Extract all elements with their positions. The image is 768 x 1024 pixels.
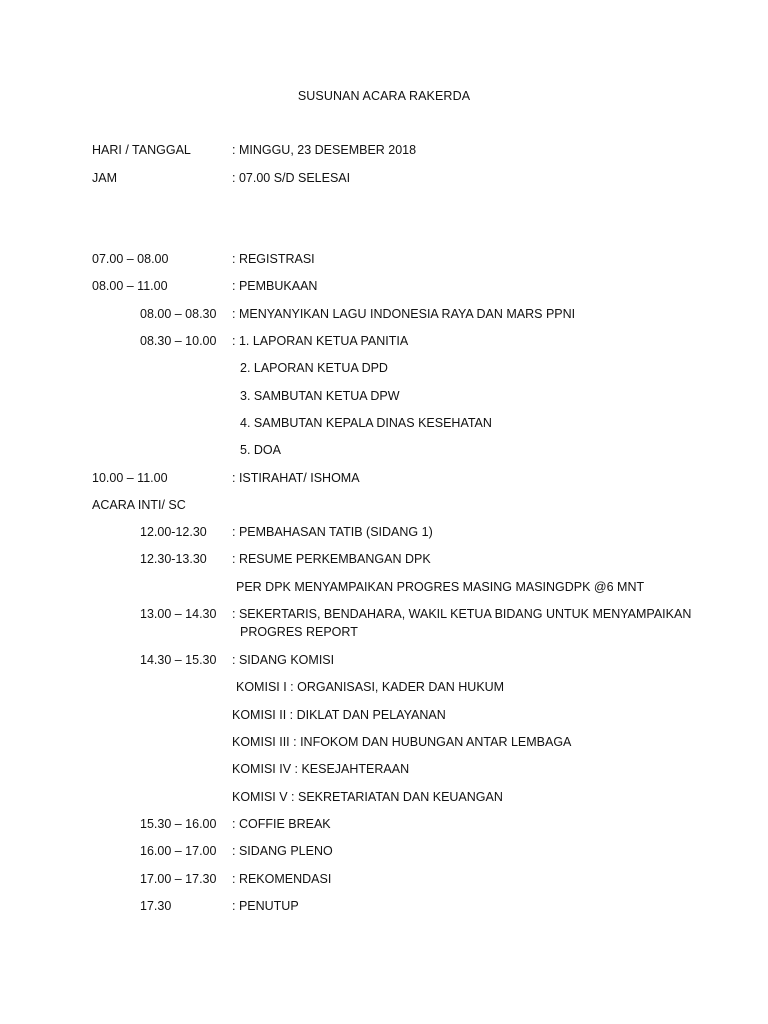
schedule-time-resume: 12.30-13.30 [140, 552, 207, 566]
resume-note: PER DPK MENYAMPAIKAN PROGRES MASING MASINGDPK @6 MNT [236, 580, 645, 594]
time-label: JAM [92, 171, 117, 185]
schedule-time-registrasi: 07.00 – 08.00 [92, 252, 169, 266]
acara-inti-heading: ACARA INTI/ SC [92, 498, 186, 512]
schedule-time-pleno: 16.00 – 17.00 [140, 844, 217, 858]
schedule-text-laporan: : 1. LAPORAN KETUA PANITIA [232, 334, 409, 348]
sub-item-2: 2. LAPORAN KETUA DPD [240, 361, 388, 375]
time-value: : 07.00 S/D SELESAI [232, 171, 351, 185]
schedule-text-penutup: : PENUTUP [232, 899, 299, 913]
komisi-item-5: KOMISI V : SEKRETARIATAN DAN KEUANGAN [232, 790, 503, 804]
komisi-item-2: KOMISI II : DIKLAT DAN PELAYANAN [232, 708, 446, 722]
schedule-text-rekomendasi: : REKOMENDASI [232, 872, 332, 886]
schedule-time-lagu: 08.00 – 08.30 [140, 307, 217, 321]
schedule-time-penutup: 17.30 [140, 899, 172, 913]
day-date-value: : MINGGU, 23 DESEMBER 2018 [232, 143, 417, 157]
sub-item-4: 4. SAMBUTAN KEPALA DINAS KESEHATAN [240, 416, 492, 430]
schedule-time-laporan: 08.30 – 10.00 [140, 334, 217, 348]
schedule-text-coffee: : COFFIE BREAK [232, 817, 331, 831]
schedule-time-istirahat: 10.00 – 11.00 [92, 471, 168, 485]
schedule-text-resume: : RESUME PERKEMBANGAN DPK [232, 552, 431, 566]
komisi-item-3: KOMISI III : INFOKOM DAN HUBUNGAN ANTAR LEMBAGA [232, 735, 572, 749]
document-title: SUSUNAN ACARA RAKERDA [297, 89, 471, 103]
schedule-text-tatib: : PEMBAHASAN TATIB (SIDANG 1) [232, 525, 433, 539]
schedule-time-sekertaris: 13.00 – 14.30 [140, 607, 217, 621]
sub-item-3: 3. SAMBUTAN KETUA DPW [240, 389, 400, 403]
day-date-label: HARI / TANGGAL [92, 143, 191, 157]
schedule-text-sekertaris-continuation: PROGRES REPORT [240, 625, 358, 639]
schedule-text-registrasi: : REGISTRASI [232, 252, 315, 266]
schedule-text-lagu: : MENYANYIKAN LAGU INDONESIA RAYA DAN MARS PPNI [232, 307, 576, 321]
schedule-time-coffee: 15.30 – 16.00 [140, 817, 217, 831]
schedule-time-komisi: 14.30 – 15.30 [140, 653, 217, 667]
schedule-text-sekertaris: : SEKERTARIS, BENDAHARA, WAKIL KETUA BIDANG UNTUK MENYAMPAIKAN [232, 607, 692, 621]
komisi-item-4: KOMISI IV : KESEJAHTERAAN [232, 762, 410, 776]
schedule-time-tatib: 12.00-12.30 [140, 525, 207, 539]
schedule-time-pembukaan: 08.00 – 11.00 [92, 279, 168, 293]
sub-item-5: 5. DOA [240, 443, 281, 457]
schedule-text-komisi: : SIDANG KOMISI [232, 653, 335, 667]
schedule-text-pleno: : SIDANG PLENO [232, 844, 333, 858]
schedule-time-rekomendasi: 17.00 – 17.30 [140, 872, 217, 886]
schedule-text-istirahat: : ISTIRAHAT/ ISHOMA [232, 471, 360, 485]
komisi-item-1: KOMISI I : ORGANISASI, KADER DAN HUKUM [236, 680, 505, 694]
schedule-text-pembukaan: : PEMBUKAAN [232, 279, 318, 293]
